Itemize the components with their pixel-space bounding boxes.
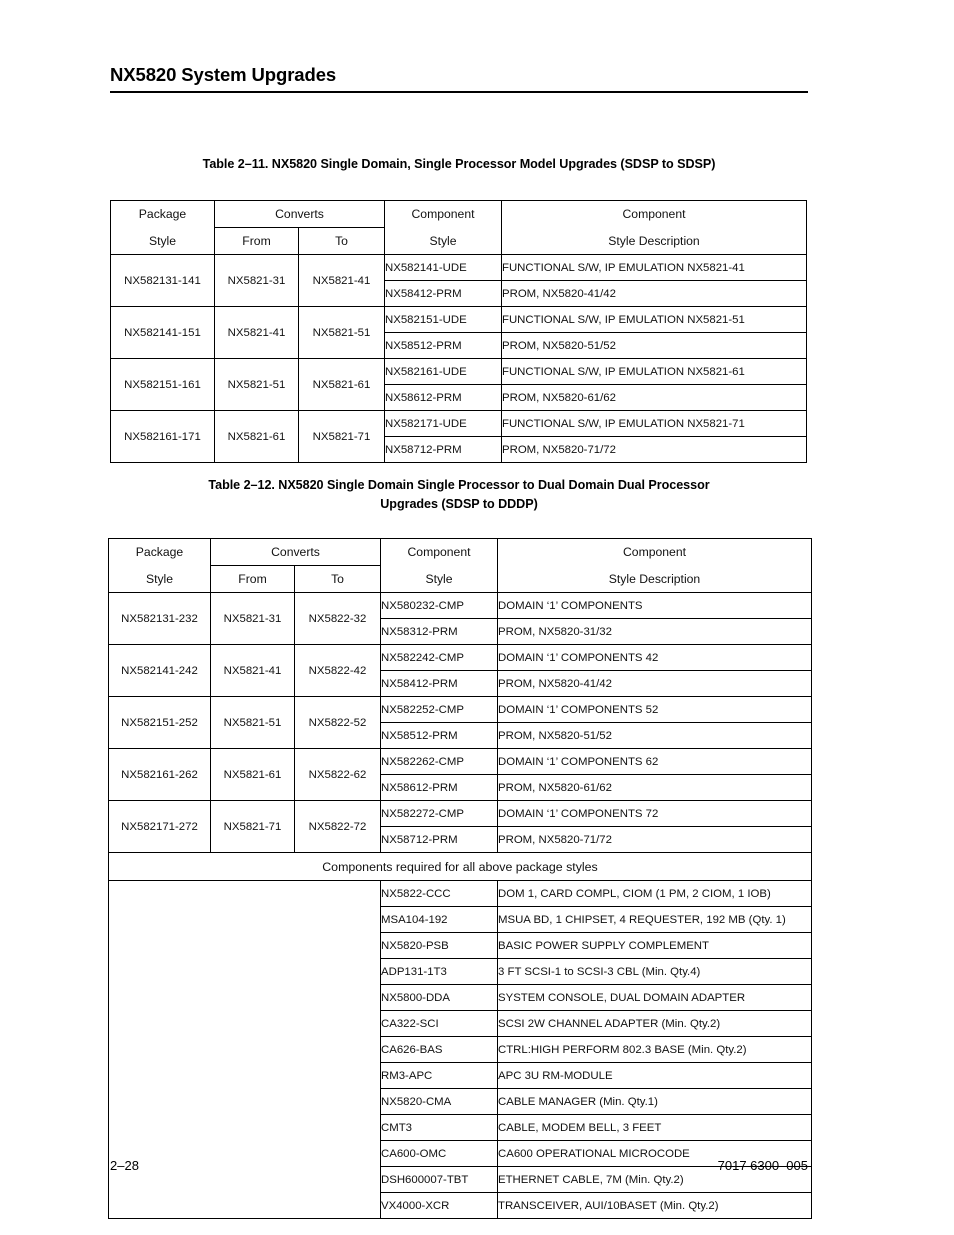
component-style-cell: NX5820-PSB	[381, 933, 498, 959]
table-1-header-row-top	[111, 201, 807, 228]
converts-to-cell: NX5821-61	[299, 359, 385, 411]
component-style-cell: NX58612-PRM	[381, 775, 498, 801]
table-1-body	[111, 255, 807, 463]
converts-to-cell: NX5822-72	[295, 801, 381, 853]
component-description-cell: SYSTEM CONSOLE, DUAL DOMAIN ADAPTER	[498, 985, 812, 1011]
component-style-cell: NX5820-CMA	[381, 1089, 498, 1115]
package-style-cell: NX582171-272	[109, 801, 211, 853]
common-components-band-label: Components required for all above package styles	[109, 853, 812, 881]
table-2-head	[109, 539, 812, 593]
component-description-cell: 3 FT SCSI-1 to SCSI-3 CBL (Min. Qty.4)	[498, 959, 812, 985]
header-to: To	[295, 566, 381, 593]
header-component-sub: Style	[385, 228, 502, 255]
converts-from-cell: NX5821-41	[211, 645, 295, 697]
component-description-cell: PROM, NX5820-41/42	[498, 671, 812, 697]
converts-to-cell: NX5822-52	[295, 697, 381, 749]
package-style-cell: NX582151-161	[111, 359, 215, 411]
page-header	[110, 64, 808, 93]
package-style-cell: NX582151-252	[109, 697, 211, 749]
header-package: Package	[109, 539, 211, 566]
component-description-cell: DOMAIN ‘1’ COMPONENTS 52	[498, 697, 812, 723]
component-style-cell: NX582171-UDE	[385, 411, 502, 437]
component-description-cell: BASIC POWER SUPPLY COMPLEMENT	[498, 933, 812, 959]
component-style-cell: NX58512-PRM	[381, 723, 498, 749]
header-description: Component	[502, 201, 807, 228]
package-style-cell: NX582131-141	[111, 255, 215, 307]
component-description-cell: PROM, NX5820-51/52	[498, 723, 812, 749]
component-style-cell: NX582242-CMP	[381, 645, 498, 671]
component-description-cell: PROM, NX5820-41/42	[502, 281, 807, 307]
header-component: Component	[385, 201, 502, 228]
common-component-row	[109, 881, 812, 907]
component-description-cell: FUNCTIONAL S/W, IP EMULATION NX5821-51	[502, 307, 807, 333]
page-title: NX5820 System Upgrades	[110, 64, 337, 85]
component-style-cell: NX582141-UDE	[385, 255, 502, 281]
component-description-cell: PROM, NX5820-71/72	[498, 827, 812, 853]
package-style-cell: NX582131-232	[109, 593, 211, 645]
component-style-cell: NX582252-CMP	[381, 697, 498, 723]
component-description-cell: PROM, NX5820-61/62	[502, 385, 807, 411]
converts-to-cell: NX5822-62	[295, 749, 381, 801]
component-description-cell: CTRL:HIGH PERFORM 802.3 BASE (Min. Qty.2)	[498, 1037, 812, 1063]
table-row	[109, 697, 812, 723]
table-2-caption-line-1: Table 2–12. NX5820 Single Domain Single Processor to Dual Domain Dual Processor	[208, 478, 710, 492]
component-style-cell: NX582161-UDE	[385, 359, 502, 385]
component-description-cell: DOMAIN ‘1’ COMPONENTS 42	[498, 645, 812, 671]
header-package-sub: Style	[109, 566, 211, 593]
header-description-sub: Style Description	[498, 566, 812, 593]
package-style-cell: NX582161-171	[111, 411, 215, 463]
component-description-cell: TRANSCEIVER, AUI/10BASET (Min. Qty.2)	[498, 1193, 812, 1219]
component-style-cell: DSH600007-TBT	[381, 1167, 498, 1193]
header-from: From	[215, 228, 299, 255]
header-package-sub: Style	[111, 228, 215, 255]
component-description-cell: DOMAIN ‘1’ COMPONENTS 72	[498, 801, 812, 827]
component-style-cell: NX58712-PRM	[385, 437, 502, 463]
component-style-cell: NX58412-PRM	[385, 281, 502, 307]
component-description-cell: FUNCTIONAL S/W, IP EMULATION NX5821-71	[502, 411, 807, 437]
table-row	[109, 749, 812, 775]
converts-from-cell: NX5821-61	[215, 411, 299, 463]
table-row	[109, 645, 812, 671]
header-converts: Converts	[215, 201, 385, 228]
header-converts: Converts	[211, 539, 381, 566]
package-style-cell: NX582141-151	[111, 307, 215, 359]
component-description-cell: DOMAIN ‘1’ COMPONENTS 62	[498, 749, 812, 775]
component-description-cell: PROM, NX5820-71/72	[502, 437, 807, 463]
component-style-cell: NX582151-UDE	[385, 307, 502, 333]
component-description-cell: PROM, NX5820-51/52	[502, 333, 807, 359]
component-style-cell: NX5822-CCC	[381, 881, 498, 907]
component-style-cell: NX582262-CMP	[381, 749, 498, 775]
component-style-cell: NX582272-CMP	[381, 801, 498, 827]
table-2-caption	[110, 476, 808, 514]
component-style-cell: ADP131-1T3	[381, 959, 498, 985]
component-description-cell: CA600 OPERATIONAL MICROCODE	[498, 1141, 812, 1167]
component-style-cell: NX58712-PRM	[381, 827, 498, 853]
table-row	[111, 255, 807, 281]
component-description-cell: APC 3U RM-MODULE	[498, 1063, 812, 1089]
table-row	[111, 411, 807, 437]
table-row	[111, 307, 807, 333]
component-description-cell: CABLE, MODEM BELL, 3 FEET	[498, 1115, 812, 1141]
component-description-cell: SCSI 2W CHANNEL ADAPTER (Min. Qty.2)	[498, 1011, 812, 1037]
component-description-cell: FUNCTIONAL S/W, IP EMULATION NX5821-61	[502, 359, 807, 385]
converts-to-cell: NX5821-71	[299, 411, 385, 463]
table-row	[109, 801, 812, 827]
table-row	[111, 359, 807, 385]
footer-page-number: 2–28	[110, 1158, 139, 1173]
table-2-header-row-sub	[109, 566, 812, 593]
table-2-header-row-top	[109, 539, 812, 566]
converts-to-cell: NX5821-41	[299, 255, 385, 307]
component-description-cell: CABLE MANAGER (Min. Qty.1)	[498, 1089, 812, 1115]
component-style-cell: NX58612-PRM	[385, 385, 502, 411]
converts-from-cell: NX5821-41	[215, 307, 299, 359]
converts-from-cell: NX5821-51	[211, 697, 295, 749]
converts-to-cell: NX5822-42	[295, 645, 381, 697]
package-style-cell: NX582161-262	[109, 749, 211, 801]
package-style-cell: NX582141-242	[109, 645, 211, 697]
component-style-cell: CA322-SCI	[381, 1011, 498, 1037]
header-description-sub: Style Description	[502, 228, 807, 255]
header-from: From	[211, 566, 295, 593]
table-1-caption: Table 2–11. NX5820 Single Domain, Single Processor Model Upgrades (SDSP to SDSP)	[202, 157, 716, 171]
component-style-cell: NX580232-CMP	[381, 593, 498, 619]
component-style-cell: CA626-BAS	[381, 1037, 498, 1063]
component-style-cell: CA600-OMC	[381, 1141, 498, 1167]
table-1-head	[111, 201, 807, 255]
converts-to-cell: NX5821-51	[299, 307, 385, 359]
component-style-cell: RM3-APC	[381, 1063, 498, 1089]
component-style-cell: CMT3	[381, 1115, 498, 1141]
component-style-cell: NX58312-PRM	[381, 619, 498, 645]
header-component: Component	[381, 539, 498, 566]
header-to: To	[299, 228, 385, 255]
table-sdsp-to-sdsp	[110, 200, 807, 463]
page-footer	[110, 1158, 808, 1173]
common-components-band-row	[109, 853, 812, 881]
component-description-cell: MSUA BD, 1 CHIPSET, 4 REQUESTER, 192 MB (Qty. 1)	[498, 907, 812, 933]
footer-document-number: 7017 6300–005	[717, 1158, 808, 1173]
component-description-cell: PROM, NX5820-61/62	[498, 775, 812, 801]
component-style-cell: NX5800-DDA	[381, 985, 498, 1011]
component-description-cell: DOM 1, CARD COMPL, CIOM (1 PM, 2 CIOM, 1 IOB)	[498, 881, 812, 907]
component-description-cell: PROM, NX5820-31/32	[498, 619, 812, 645]
component-description-cell: DOMAIN ‘1’ COMPONENTS	[498, 593, 812, 619]
converts-from-cell: NX5821-71	[211, 801, 295, 853]
table-row	[109, 593, 812, 619]
component-style-cell: MSA104-192	[381, 907, 498, 933]
header-package: Package	[111, 201, 215, 228]
component-description-cell: FUNCTIONAL S/W, IP EMULATION NX5821-41	[502, 255, 807, 281]
converts-from-cell: NX5821-61	[211, 749, 295, 801]
converts-to-cell: NX5822-32	[295, 593, 381, 645]
component-style-cell: NX58412-PRM	[381, 671, 498, 697]
component-style-cell: VX4000-XCR	[381, 1193, 498, 1219]
header-description: Component	[498, 539, 812, 566]
component-style-cell: NX58512-PRM	[385, 333, 502, 359]
header-rule	[110, 91, 808, 93]
converts-from-cell: NX5821-51	[215, 359, 299, 411]
table-2-caption-line-2: Upgrades (SDSP to DDDP)	[380, 497, 538, 511]
header-component-sub: Style	[381, 566, 498, 593]
converts-from-cell: NX5821-31	[215, 255, 299, 307]
table-2-body	[109, 593, 812, 1219]
table-sdsp-to-dddp	[108, 538, 812, 1219]
component-description-cell: ETHERNET CABLE, 7M (Min. Qty.2)	[498, 1167, 812, 1193]
converts-from-cell: NX5821-31	[211, 593, 295, 645]
table-1-header-row-sub	[111, 228, 807, 255]
